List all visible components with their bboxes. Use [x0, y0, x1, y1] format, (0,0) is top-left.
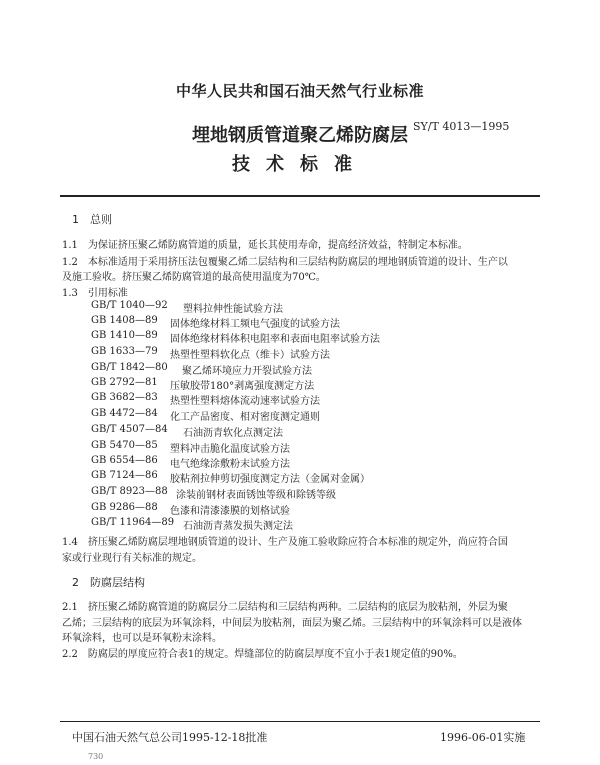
ref-code: GB 1408—89	[91, 315, 158, 326]
effective-date: 1996-06-01实施	[440, 731, 526, 744]
ref-code: GB/T 1842—80	[91, 362, 168, 373]
clause-2-1-line2: 乙烯；三层结构的底层为环氧涂料，中间层为胶粘剂，面层为聚乙烯。三层结构中的环氧涂料可以是液体	[62, 618, 522, 629]
ref-title: 热塑性塑料熔体流动速率试验方法	[170, 396, 320, 407]
ref-title: 固体绝缘材料体积电阻率和表面电阻率试验方法	[170, 334, 380, 345]
ref-code: GB 3682—83	[91, 392, 158, 403]
ref-title: 色漆和清漆漆膜的划格试验	[170, 506, 290, 517]
ref-title: 化工产品密度、相对密度测定通则	[170, 412, 320, 423]
ref-code: GB 1633—79	[91, 346, 158, 357]
clause-1-2-line1: 1.2 本标准适用于采用挤压法包覆聚乙烯二层结构和三层结构防腐层的埋地钢质管道的设计、生产以	[62, 257, 508, 268]
section-2-heading: 2 防腐层结构	[72, 576, 145, 589]
clause-2-2: 2.2 防腐层的厚度应符合表1的规定。焊缝部位的防腐层厚度不宜小于表1规定值的90%。	[62, 649, 463, 660]
ref-code: GB 4472—84	[91, 408, 158, 419]
ref-title: 聚乙烯环境应力开裂试验方法	[182, 366, 312, 377]
ref-title: 电气绝缘涂敷粉末试验方法	[170, 459, 290, 470]
clause-2-1-line3: 环氧涂料，也可以是环氧粉末涂料。	[62, 633, 222, 644]
ref-title: 胶粘剂拉伸剪切强度测定方法（金属对金属）	[170, 474, 370, 485]
ref-code: GB 2792—81	[91, 377, 158, 388]
clause-2-1-line1: 2.1 挤压聚乙烯防腐管道的防腐层分二层结构和三层结构两种。二层结构的底层为胶粘剂，外层为聚	[62, 602, 508, 613]
ref-code: GB/T 11964—89	[91, 517, 175, 528]
ref-title: 涂装前钢材表面锈蚀等级和除锈等级	[176, 490, 336, 501]
ref-title: 石油沥青蒸发损失测定法	[183, 521, 293, 532]
clause-1-2-line2: 及施工验收。挤压聚乙烯防腐管道的最高使用温度为70℃。	[62, 272, 326, 283]
ref-code: GB 1410—89	[91, 330, 158, 341]
footer-divider	[60, 721, 540, 722]
approval-date: 中国石油天然气总公司1995-12-18批准	[72, 731, 268, 744]
ref-title: 石油沥青软化点测定法	[183, 428, 283, 439]
ref-code: GB 6554—86	[91, 455, 158, 466]
org-standard-header: 中华人民共和国石油天然气行业标准	[175, 82, 424, 100]
page-number: 730	[88, 752, 104, 761]
ref-title: 压敏胶带180°剥离强度测定方法	[170, 381, 315, 392]
section-1-heading: 1 总则	[72, 213, 112, 226]
ref-title: 塑料冲击脆化温度试验方法	[170, 444, 290, 455]
clause-1-3: 1.3 引用标准	[62, 288, 128, 299]
document-subtitle: 技术标准	[232, 154, 368, 175]
ref-code: GB 5470—85	[91, 440, 158, 451]
document-title: 埋地钢质管道聚乙烯防腐层	[192, 125, 408, 146]
standard-code: SY/T 4013—1995	[413, 120, 510, 133]
ref-code: GB 9286—88	[91, 502, 158, 513]
ref-title: 固体绝缘材料工频电气强度的试验方法	[170, 319, 340, 330]
ref-code: GB/T 1040—92	[91, 300, 168, 311]
ref-code: GB/T 8923—88	[91, 486, 168, 497]
ref-code: GB/T 4507—84	[91, 424, 168, 435]
clause-1-4-line2: 家或行业现行有关标准的规定。	[62, 553, 202, 564]
clause-1-1: 1.1 为保证挤压聚乙烯防腐管道的质量，延长其使用寿命，提高经济效益，特制定本标准。	[62, 240, 468, 251]
header-divider	[60, 195, 540, 197]
clause-1-4-line1: 1.4 挤压聚乙烯防腐层埋地钢质管道的设计、生产及施工验收除应符合本标准的规定外，尚应符合国	[62, 537, 508, 548]
ref-title: 塑料拉伸性能试验方法	[183, 304, 283, 315]
ref-title: 热塑性塑料软化点（维卡）试验方法	[170, 350, 330, 361]
ref-code: GB 7124—86	[91, 470, 158, 481]
